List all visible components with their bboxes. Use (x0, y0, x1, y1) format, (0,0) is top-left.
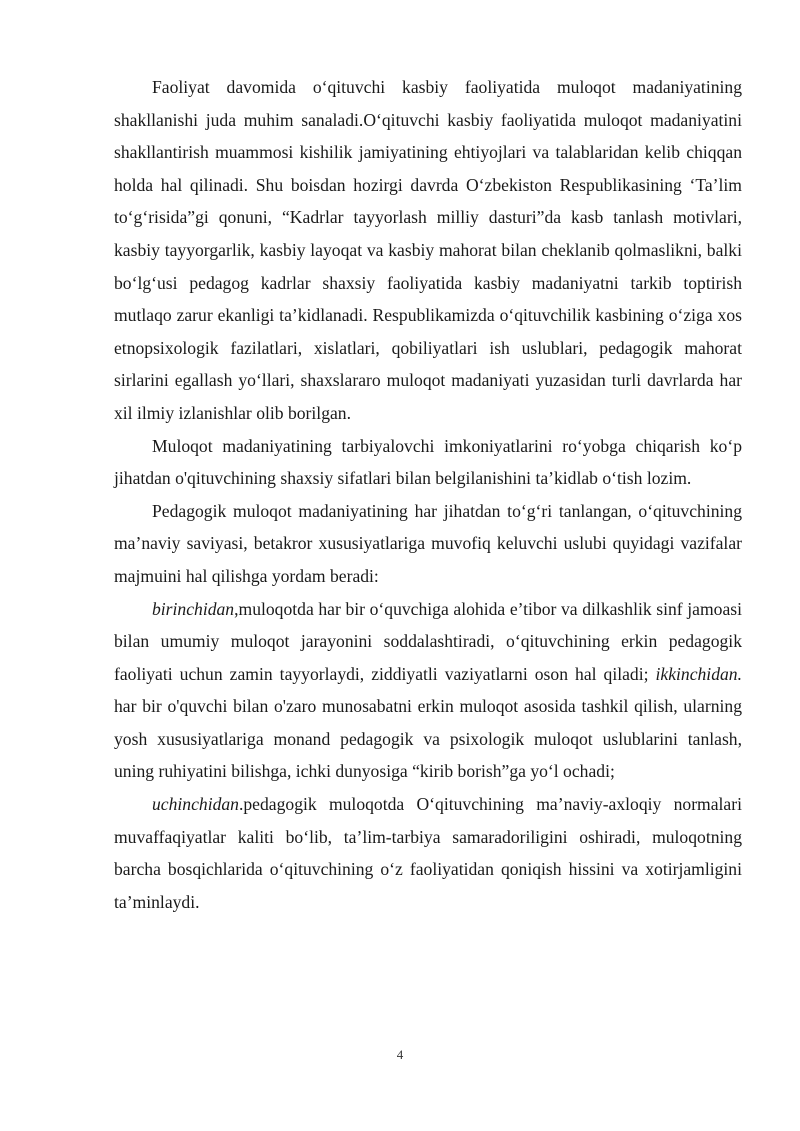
paragraph-5-text: .pedagogik muloqotda O‘qituvchining ma’naviy-axloqiy normalari muvaffaqiyatlar kaliti bo‘lib, ta’lim-tarbiya samaradoriligini oshiradi, muloqotning barcha bosqichlarida o‘qituvchining o‘z faoliyatidan qoniqish hissini va xotirjamligini ta’minlaydi. (114, 794, 742, 912)
paragraph-1: Faoliyat davomida o‘qituvchi kasbiy faoliyatida muloqot madaniyatining shakllanishi juda muhim sanaladi.O‘qituvchi kasbiy faoliyatida muloqot madaniyatini shakllantirish muammosi kishilik jamiyatining ehtiyojlari va talablaridan kelib chiqqan holda hal qilinadi. Shu boisdan hozirgi davrda O‘zbekiston Respublikasining ‘Ta’lim to‘g‘risida”gi qonuni, “Kadrlar tayyorlash milliy dasturi”da kasb tanlash motivlari, kasbiy tayyorgarlik, kasbiy layoqat va kasbiy mahorat bilan cheklanib qolmaslikni, balki bo‘lg‘usi pedagog kadrlar shaxsiy faoliyatida kasbiy madaniyatni tarkib toptirish mutlaqo zarur ekanligi ta’kidlanadi. Respublikamizda o‘qituvchilik kasbining o‘ziga xos etnopsixologik fazilatlari, xislatlari, qobiliyatlari ish uslublari, pedagogik mahorat sirlarini egallash yo‘llari, shaxslararo muloqot madaniyati yuzasidan turli davrlarda har xil ilmiy izlanishlar olib borilgan. (114, 77, 742, 423)
paragraph-4-second-term: ikkinchidan. (655, 663, 742, 684)
paragraph-4 (114, 593, 742, 789)
body-text (114, 71, 742, 918)
paragraph-4-text-part-1: ,muloqotda har bir o‘quvchiga alohida e’tibor va dilkashlik sinf jamoasi bilan umumiy muloqot jarayonini soddalashtiradi, o‘qituvchining erkin pedagogik faoliyati uchun zamin tayyorlaydi, ziddiyatli vaziyatlarni oson hal qiladi; (114, 598, 742, 684)
page-number: 4 (396, 1047, 404, 1062)
paragraph-3: Pedagogik muloqot madaniyatining har jihatdan to‘g‘ri tanlangan, o‘qituvchining ma’naviy saviyasi, betakror xususiyatlariga muvofiq keluvchi uslubi quyidagi vazifalar majmuini hal qilishga yordam beradi: (114, 500, 742, 586)
paragraph-5-lead-term: uchinchidan (152, 794, 239, 815)
paragraph-2: Muloqot madaniyatining tarbiyalovchi imkoniyatlarini ro‘yobga chiqarish ko‘p jihatdan o'qituvchining shaxsiy sifatlari bilan belgilanishini ta’kidlab o‘tish lozim. (114, 435, 742, 489)
paragraph-5 (114, 788, 742, 918)
paragraph-4-text-part-2: har bir o'quvchi bilan o'zaro munosabatni erkin muloqot asosida tashkil qilish, ularning yosh xususiyatlariga monand pedagogik va psixologik muloqot uslublarini tanlash, uning ruhiyatini bilishga, ichki dunyosiga “kirib borish”ga yo‘l ochadi; (114, 696, 742, 782)
paragraph-4-lead-term: birinchidan (152, 598, 235, 619)
